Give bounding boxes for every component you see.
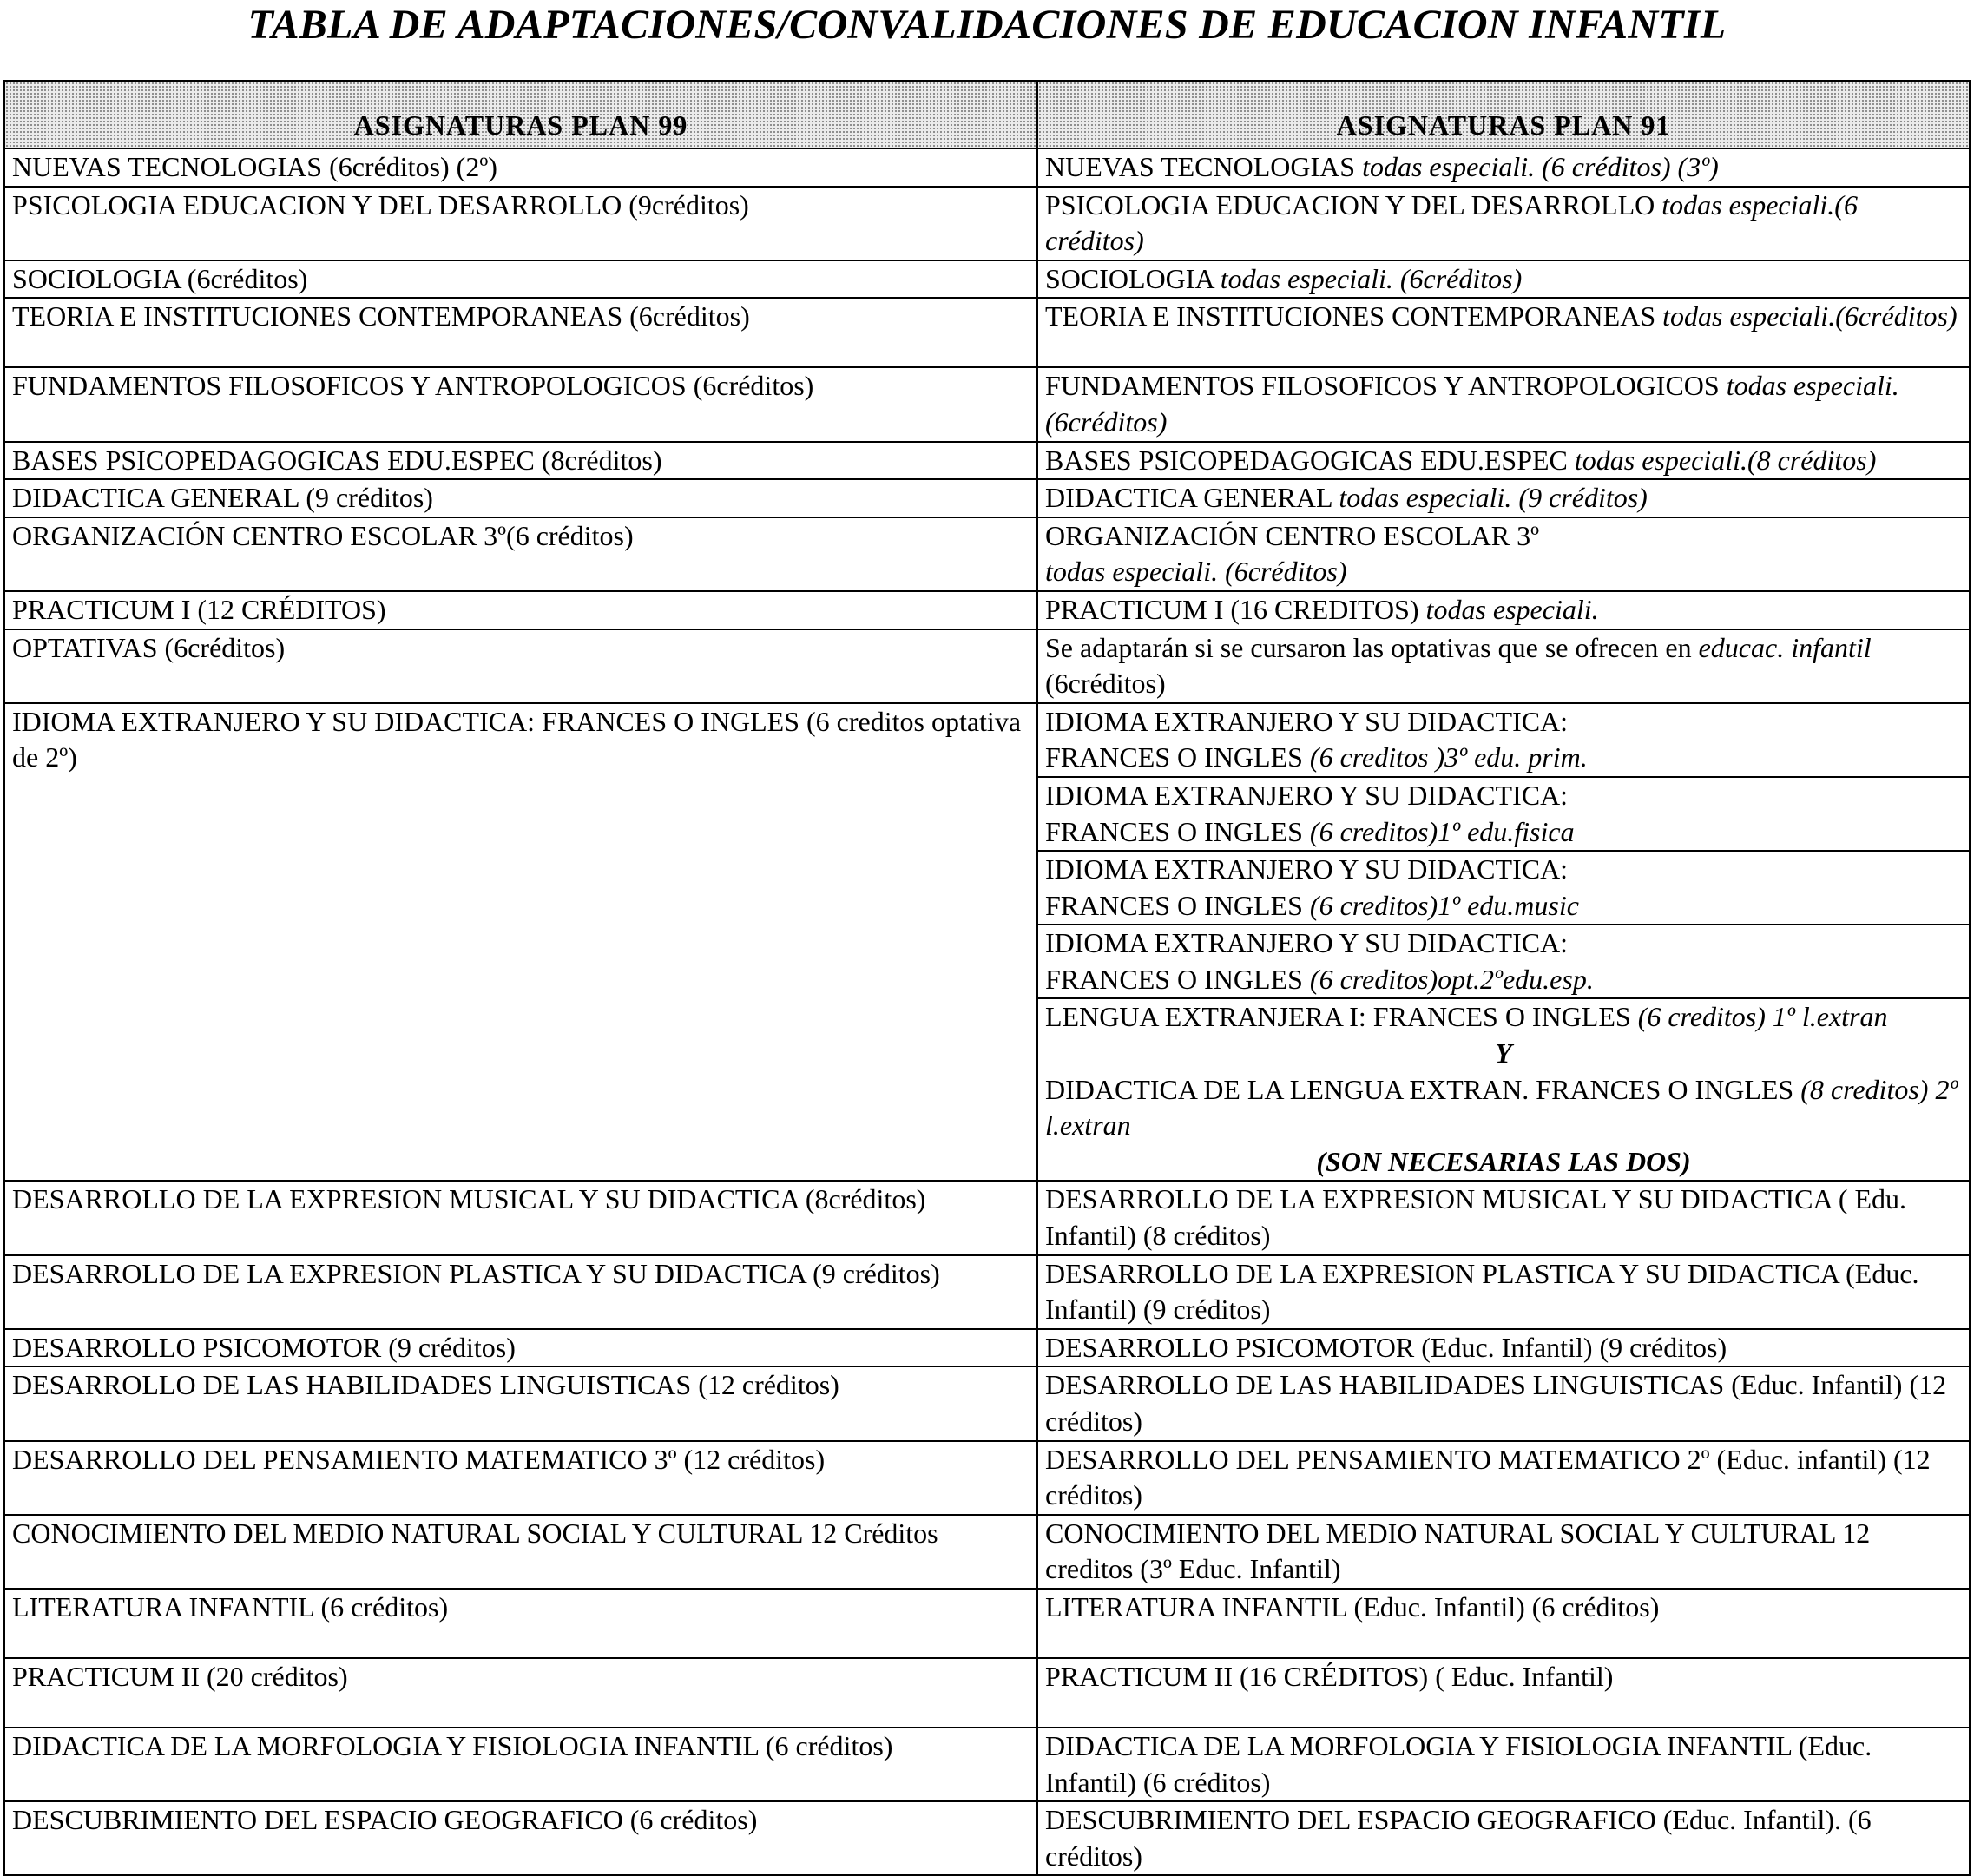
cell-text: DESARROLLO DEL PENSAMIENTO MATEMATICO 2º (Educ. infantil) (12 créditos) <box>1045 1443 1931 1511</box>
cell-plan-91 <box>1037 1255 1970 1329</box>
table-row <box>4 148 1970 187</box>
cell-plan-91 <box>1037 367 1970 441</box>
table-row <box>4 1181 1970 1254</box>
table-row <box>4 298 1970 367</box>
cell-plan-99: DESARROLLO PSICOMOTOR (9 créditos) <box>4 1329 1037 1367</box>
table-row <box>4 1801 1970 1875</box>
cell-text: (6 creditos)opt.2ºedu.esp. <box>1309 963 1594 995</box>
table-row <box>4 703 1970 777</box>
cell-plan-99: TEORIA E INSTITUCIONES CONTEMPORANEAS (6créditos) <box>4 298 1037 367</box>
cell-plan-99: ORGANIZACIÓN CENTRO ESCOLAR 3º(6 créditos) <box>4 517 1037 591</box>
table-body <box>4 148 1970 1875</box>
cell-plan-91 <box>1037 998 1970 1181</box>
cell-plan-91 <box>1037 925 1970 998</box>
cell-plan-91 <box>1037 1589 1970 1658</box>
header-plan-99: ASIGNATURAS PLAN 99 <box>4 81 1037 148</box>
cell-text: DESCUBRIMIENTO DEL ESPACIO GEOGRAFICO (Educ. Infantil). (6 créditos) <box>1045 1804 1872 1872</box>
cell-text: FRANCES O INGLES <box>1045 815 1310 847</box>
cell-text: CONOCIMIENTO DEL MEDIO NATURAL SOCIAL Y CULTURAL 12 creditos (3º Educ. Infantil) <box>1045 1517 1871 1585</box>
cell-plan-99: DESCUBRIMIENTO DEL ESPACIO GEOGRAFICO (6 créditos) <box>4 1801 1037 1875</box>
cell-text: IDIOMA EXTRANJERO Y SU DIDACTICA: <box>1045 927 1569 959</box>
table-row <box>4 367 1970 441</box>
cell-text: todas especiali. (9 créditos) <box>1339 482 1648 514</box>
cell-text: todas especiali.(6créditos) <box>1662 300 1958 332</box>
cell-text: FUNDAMENTOS FILOSOFICOS Y ANTROPOLOGICOS <box>1045 370 1727 402</box>
cell-text: todas especiali.(8 créditos) <box>1574 444 1877 476</box>
cell-plan-99: DESARROLLO DE LA EXPRESION MUSICAL Y SU DIDACTICA (8créditos) <box>4 1181 1037 1254</box>
cell-plan-99: NUEVAS TECNOLOGIAS (6créditos) (2º) <box>4 148 1037 187</box>
header-plan-91: ASIGNATURAS PLAN 91 <box>1037 81 1970 148</box>
table-row <box>4 1255 1970 1329</box>
cell-plan-91 <box>1037 298 1970 367</box>
table-row <box>4 1589 1970 1658</box>
cell-plan-91 <box>1037 703 1970 777</box>
cell-text: ORGANIZACIÓN CENTRO ESCOLAR 3º <box>1045 519 1540 551</box>
cell-plan-91 <box>1037 1181 1970 1254</box>
table-row <box>4 187 1970 260</box>
cell-plan-91 <box>1037 1329 1970 1367</box>
cell-text: TEORIA E INSTITUCIONES CONTEMPORANEAS <box>1045 300 1663 332</box>
cell-plan-99: DESARROLLO DEL PENSAMIENTO MATEMATICO 3º (12 créditos) <box>4 1441 1037 1515</box>
table-row <box>4 1329 1970 1367</box>
cell-plan-91 <box>1037 1801 1970 1875</box>
cell-text: BASES PSICOPEDAGOGICAS EDU.ESPEC <box>1045 444 1575 476</box>
cell-text: (8 creditos) 2º l.extran <box>1045 1073 1958 1142</box>
table-row <box>4 517 1970 591</box>
cell-plan-99: DIDACTICA DE LA MORFOLOGIA Y FISIOLOGIA INFANTIL (6 créditos) <box>4 1728 1037 1801</box>
cell-text: educac. infantil <box>1698 631 1872 663</box>
cell-text: DIDACTICA DE LA MORFOLOGIA Y FISIOLOGIA INFANTIL (Educ. Infantil) (6 créditos) <box>1045 1729 1872 1798</box>
cell-plan-91 <box>1037 1728 1970 1801</box>
cell-text: IDIOMA EXTRANJERO Y SU DIDACTICA: <box>1045 779 1569 811</box>
cell-text: todas especiali. (6 créditos) (3º) <box>1362 151 1719 182</box>
cell-text: DIDACTICA GENERAL <box>1045 482 1339 514</box>
cell-text: DESARROLLO DE LA EXPRESION PLASTICA Y SU DIDACTICA (Educ. Infantil) (9 créditos) <box>1045 1257 1919 1326</box>
cell-plan-91 <box>1037 1441 1970 1515</box>
cell-plan-99: CONOCIMIENTO DEL MEDIO NATURAL SOCIAL Y CULTURAL 12 Créditos <box>4 1515 1037 1589</box>
cell-plan-91 <box>1037 442 1970 480</box>
cell-text: Y <box>1495 1037 1512 1070</box>
table-header-row <box>4 81 1970 148</box>
cell-text: todas especiali. (6créditos) <box>1045 370 1899 438</box>
cell-text: (6créditos) <box>1045 668 1166 700</box>
cell-text: IDIOMA EXTRANJERO Y SU DIDACTICA: <box>1045 853 1569 885</box>
cell-text: NUEVAS TECNOLOGIAS <box>1045 151 1363 182</box>
cell-plan-99: IDIOMA EXTRANJERO Y SU DIDACTICA: FRANCES O INGLES (6 creditos optativa de 2º) <box>4 703 1037 1182</box>
cell-plan-91 <box>1037 187 1970 260</box>
cell-text: LENGUA EXTRANJERA I: FRANCES O INGLES <box>1045 1001 1638 1033</box>
cell-plan-99: OPTATIVAS (6créditos) <box>4 629 1037 703</box>
cell-plan-99: DESARROLLO DE LA EXPRESION PLASTICA Y SU DIDACTICA (9 créditos) <box>4 1255 1037 1329</box>
cell-text: IDIOMA EXTRANJERO Y SU DIDACTICA: <box>1045 705 1569 737</box>
cell-plan-91 <box>1037 1515 1970 1589</box>
cell-plan-91 <box>1037 591 1970 629</box>
cell-text: PRACTICUM II (16 CRÉDITOS) ( Educ. Infantil) <box>1045 1660 1614 1692</box>
cell-text: todas especiali. <box>1425 593 1599 625</box>
table-row <box>4 1441 1970 1515</box>
cell-text: DIDACTICA DE LA LENGUA EXTRAN. FRANCES O INGLES <box>1045 1073 1801 1105</box>
cell-text: DESARROLLO DE LAS HABILIDADES LINGUISTICAS (Educ. Infantil) (12 créditos) <box>1045 1369 1947 1437</box>
cell-text: FRANCES O INGLES <box>1045 741 1310 773</box>
cell-text: (6 creditos) 1º l.extran <box>1637 1001 1888 1033</box>
cell-plan-91 <box>1037 517 1970 591</box>
table-row <box>4 591 1970 629</box>
page-title: TABLA DE ADAPTACIONES/CONVALIDACIONES DE EDUCACION INFANTIL <box>247 2 1727 48</box>
cell-text: DESARROLLO DE LA EXPRESION MUSICAL Y SU DIDACTICA ( Edu. Infantil) (8 créditos) <box>1045 1183 1907 1252</box>
cell-text: LITERATURA INFANTIL (Educ. Infantil) (6 créditos) <box>1045 1590 1660 1623</box>
cell-text: PRACTICUM I (16 CREDITOS) <box>1045 593 1426 625</box>
cell-text: todas especiali. (6créditos) <box>1045 556 1347 588</box>
cell-text: SOCIOLOGIA <box>1045 262 1221 294</box>
cell-text: Se adaptarán si se cursaron las optativas que se ofrecen en <box>1045 631 1699 663</box>
cell-plan-99: SOCIOLOGIA (6créditos) <box>4 260 1037 299</box>
table-row <box>4 260 1970 299</box>
cell-plan-91 <box>1037 851 1970 925</box>
cell-text: (SON NECESARIAS LAS DOS) <box>1316 1145 1691 1177</box>
table-row <box>4 442 1970 480</box>
cell-plan-99: PSICOLOGIA EDUCACION Y DEL DESARROLLO (9créditos) <box>4 187 1037 260</box>
cell-plan-91 <box>1037 777 1970 851</box>
cell-text: (6 creditos)1º edu.fisica <box>1309 815 1575 847</box>
table-row <box>4 629 1970 703</box>
cell-text: todas especiali.(6 créditos) <box>1045 188 1858 257</box>
table-row <box>4 1658 1970 1728</box>
table-row <box>4 1515 1970 1589</box>
cell-text: (6 creditos)1º edu.music <box>1309 889 1579 921</box>
cell-plan-91 <box>1037 479 1970 517</box>
cell-text: todas especiali. (6créditos) <box>1220 262 1523 294</box>
adaptation-table <box>3 80 1971 1876</box>
table-row <box>4 1366 1970 1440</box>
cell-text: FRANCES O INGLES <box>1045 889 1310 921</box>
cell-plan-99: FUNDAMENTOS FILOSOFICOS Y ANTROPOLOGICOS (6créditos) <box>4 367 1037 441</box>
cell-plan-91 <box>1037 1366 1970 1440</box>
cell-plan-91 <box>1037 260 1970 299</box>
cell-plan-99: DIDACTICA GENERAL (9 créditos) <box>4 479 1037 517</box>
cell-plan-99: LITERATURA INFANTIL (6 créditos) <box>4 1589 1037 1658</box>
cell-text: FRANCES O INGLES <box>1045 963 1310 995</box>
cell-plan-91 <box>1037 148 1970 187</box>
table-row <box>4 479 1970 517</box>
cell-plan-99: DESARROLLO DE LAS HABILIDADES LINGUISTICAS (12 créditos) <box>4 1366 1037 1440</box>
cell-plan-91 <box>1037 629 1970 703</box>
cell-text: DESARROLLO PSICOMOTOR (Educ. Infantil) (9 créditos) <box>1045 1331 1727 1363</box>
cell-plan-99: PRACTICUM II (20 créditos) <box>4 1658 1037 1728</box>
cell-plan-91 <box>1037 1658 1970 1728</box>
cell-plan-99: PRACTICUM I (12 CRÉDITOS) <box>4 591 1037 629</box>
cell-plan-99: BASES PSICOPEDAGOGICAS EDU.ESPEC (8créditos) <box>4 442 1037 480</box>
table-row <box>4 1728 1970 1801</box>
cell-text: PSICOLOGIA EDUCACION Y DEL DESARROLLO <box>1045 188 1662 221</box>
cell-text: (6 creditos )3º edu. prim. <box>1309 741 1588 773</box>
